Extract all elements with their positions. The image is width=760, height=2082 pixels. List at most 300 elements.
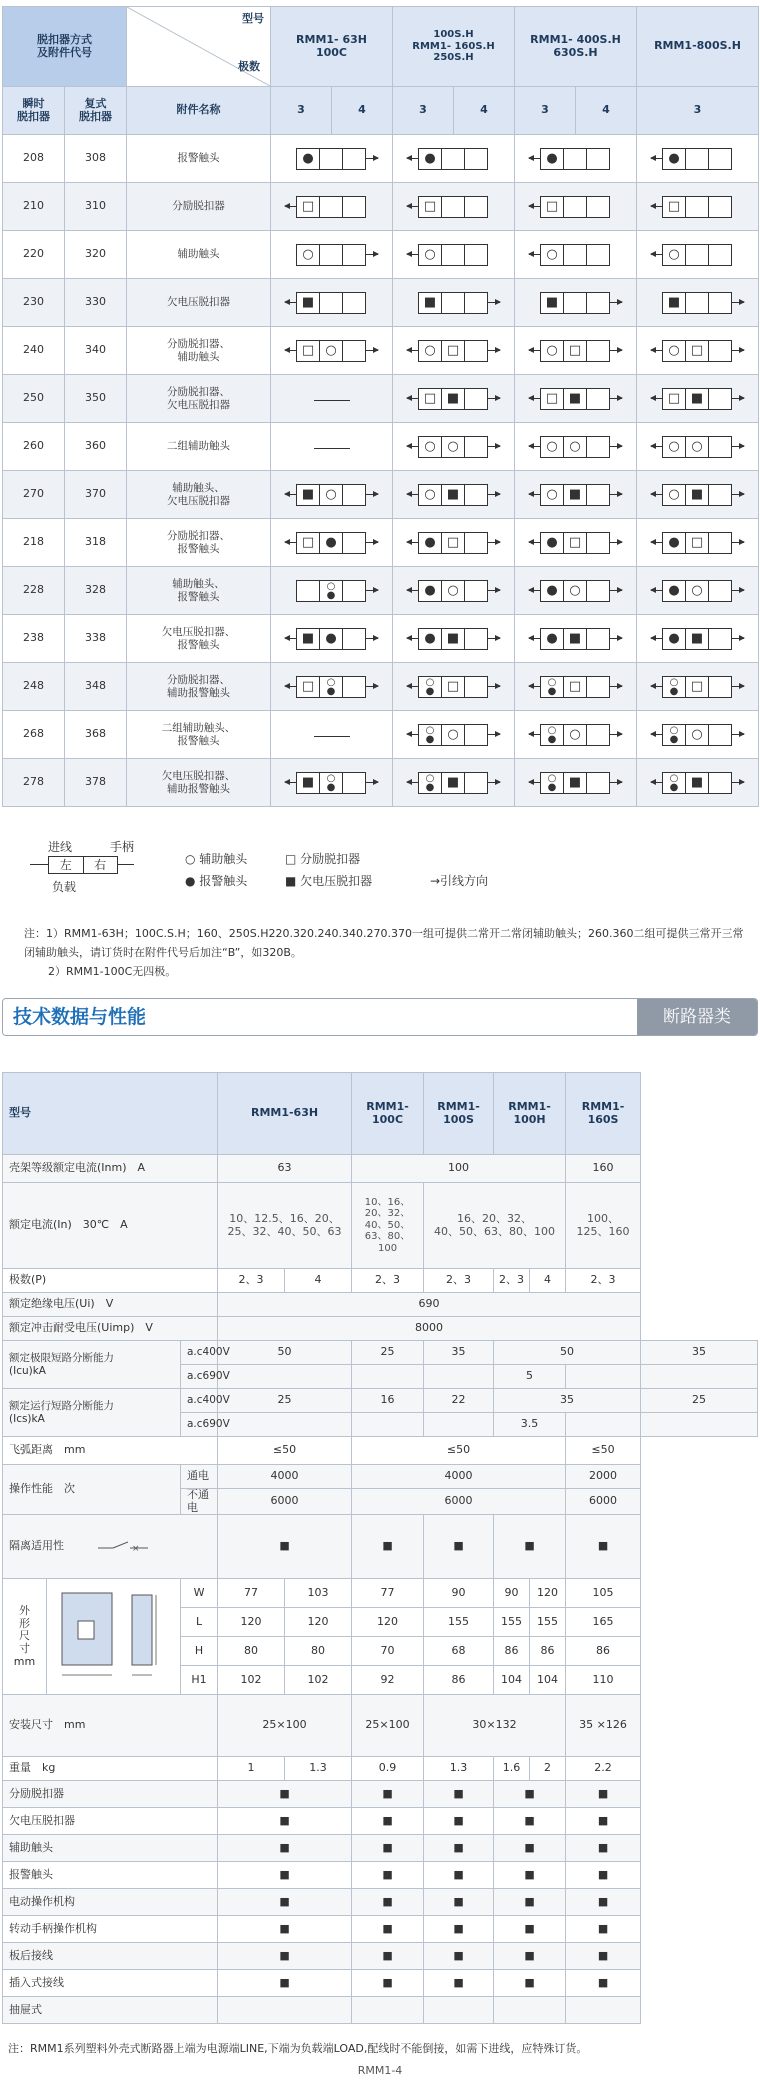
accessory-symbol xyxy=(529,340,622,362)
slot xyxy=(708,724,732,746)
accessory-symbol xyxy=(285,196,378,218)
symbol-cell xyxy=(393,327,515,375)
slot xyxy=(540,148,564,170)
availability-mark: ■ xyxy=(566,1781,641,1808)
accessory-symbol-icon: ■ xyxy=(446,391,460,406)
slot xyxy=(319,484,343,506)
availability-mark: ■ xyxy=(494,1862,566,1889)
arrow-left-icon xyxy=(529,542,541,543)
accessory-code-table xyxy=(2,6,759,807)
slot xyxy=(296,244,320,266)
dim-value: 104 xyxy=(530,1666,566,1695)
slot xyxy=(685,292,709,314)
availability-mark: ■ xyxy=(566,1808,641,1835)
accessory-symbol-icon: ● xyxy=(424,631,436,646)
arrow-right-icon xyxy=(488,686,500,687)
compound-code: 338 xyxy=(65,615,127,663)
slot xyxy=(418,148,442,170)
availability-mark: ■ xyxy=(424,1862,494,1889)
arrow-left-icon xyxy=(407,350,419,351)
arrow-right-icon xyxy=(366,158,378,159)
arrow-left-icon xyxy=(407,782,419,783)
pole: 3 xyxy=(393,87,454,135)
slot xyxy=(563,244,587,266)
uimp-label: 额定冲击耐受电压(Uimp) V xyxy=(3,1317,218,1341)
accessory-symbol-icon: □ xyxy=(690,679,704,694)
availability-mark: ■ xyxy=(352,1943,424,1970)
slot xyxy=(464,724,488,746)
availability-mark: ■ xyxy=(352,1889,424,1916)
accessory-row xyxy=(3,1862,758,1889)
arrow-right-icon xyxy=(732,446,744,447)
weight-value: 1.3 xyxy=(285,1757,352,1781)
accessory-symbol-icon: ■ xyxy=(301,295,315,310)
dim-value: 104 xyxy=(494,1666,530,1695)
slot xyxy=(540,244,564,266)
accessory-symbol-icon: ○ xyxy=(424,343,436,358)
ac400-label: a.c400V xyxy=(181,1341,218,1365)
slot xyxy=(563,196,587,218)
slot xyxy=(418,772,442,794)
arrow-left-icon xyxy=(529,206,541,207)
slot xyxy=(708,436,732,458)
slot xyxy=(685,724,709,746)
availability-mark xyxy=(352,1997,424,2024)
header-diagonal-cell xyxy=(127,7,271,87)
arrow-left-icon xyxy=(285,782,297,783)
symbol-cell xyxy=(515,423,637,471)
symbol-cell xyxy=(271,663,393,711)
accessory-symbol-icon: ○ xyxy=(668,247,680,262)
slot xyxy=(540,196,564,218)
availability-mark xyxy=(494,1997,566,2024)
isolation-switch-icon xyxy=(98,1540,148,1552)
iso-cell xyxy=(3,1515,218,1579)
accessory-symbol-icon: ○ xyxy=(691,727,703,742)
slot xyxy=(464,148,488,170)
compound-code: 328 xyxy=(65,567,127,615)
availability-mark: ■ xyxy=(218,1943,352,1970)
availability-mark: ■ xyxy=(352,1916,424,1943)
header-model-label: 型号 xyxy=(242,12,264,25)
iso-mark: ■ xyxy=(566,1515,641,1579)
compound-code: 318 xyxy=(65,519,127,567)
accessory-name: 分励脱扣器、 辅助报警触头 xyxy=(127,663,271,711)
arrow-left-icon xyxy=(285,686,297,687)
weight-value: 0.9 xyxy=(352,1757,424,1781)
slot xyxy=(319,148,343,170)
instant-code: 220 xyxy=(3,231,65,279)
accessory-symbol xyxy=(285,148,378,170)
accessory-symbol-icon: □ xyxy=(301,679,315,694)
tech-model: RMM1- 100S xyxy=(424,1073,494,1155)
rated-value: 10、12.5、16、20、 25、32、40、50、63 xyxy=(218,1183,352,1269)
symbol-cell xyxy=(515,663,637,711)
slot xyxy=(319,532,343,554)
slot xyxy=(708,532,732,554)
slot xyxy=(319,292,343,314)
accessory-symbol xyxy=(407,676,500,698)
slot xyxy=(563,292,587,314)
icu-label: 额定极限短路分断能力 (Icu)kA xyxy=(3,1341,181,1389)
accessory-symbol-icon: ● xyxy=(546,583,558,598)
availability-mark: ■ xyxy=(494,1781,566,1808)
arrow-left-icon xyxy=(651,350,663,351)
accessory-symbol xyxy=(285,244,378,266)
table-row xyxy=(3,519,759,567)
accessory-symbol xyxy=(407,772,500,794)
arrow-left-icon xyxy=(651,542,663,543)
icu-value: 50 xyxy=(218,1341,352,1365)
op-on-value: 4000 xyxy=(352,1465,566,1489)
dim-drawing xyxy=(47,1579,181,1695)
symbol-cell xyxy=(271,231,393,279)
symbol-cell xyxy=(637,711,759,759)
symbol-cell xyxy=(637,519,759,567)
instant-code: 268 xyxy=(3,711,65,759)
accessory-name: 辅助触头、 欠电压脱扣器 xyxy=(127,471,271,519)
accessory-symbol-icon: ● xyxy=(325,631,337,646)
symbol-cell xyxy=(393,423,515,471)
arrow-right-icon xyxy=(610,638,622,639)
accessory-symbol xyxy=(407,388,500,410)
iso-label: 隔离适用性 xyxy=(9,1539,64,1553)
legend-left: 左 xyxy=(49,857,84,873)
compound-code: 308 xyxy=(65,135,127,183)
slot xyxy=(464,676,488,698)
dim-value: 90 xyxy=(494,1579,530,1608)
availability-mark: ■ xyxy=(424,1781,494,1808)
slot xyxy=(540,724,564,746)
slot xyxy=(708,772,732,794)
weight-value: 2.2 xyxy=(566,1757,641,1781)
symbol-cell xyxy=(271,567,393,615)
wiring-diagram xyxy=(30,838,150,898)
legend-load: 负载 xyxy=(52,880,77,894)
accessory-symbol-icon: ○ xyxy=(424,247,436,262)
slot xyxy=(662,148,686,170)
legend-aux: ○ 辅助触头 xyxy=(185,852,248,866)
dim-value: 155 xyxy=(494,1608,530,1637)
arrow-right-icon xyxy=(488,350,500,351)
instant-code: 240 xyxy=(3,327,65,375)
arrow-left-icon xyxy=(529,398,541,399)
ac690-label: a.c690V xyxy=(181,1413,218,1437)
tech-model: RMM1-63H xyxy=(218,1073,352,1155)
arrow-right-icon xyxy=(488,542,500,543)
slot xyxy=(464,484,488,506)
dim-value: 155 xyxy=(424,1608,494,1637)
accessory-row xyxy=(3,1781,758,1808)
accessory-symbol-icon: □ xyxy=(446,343,460,358)
legend-inlet: 进线 xyxy=(48,840,73,854)
ics-value: 16 xyxy=(352,1389,424,1413)
arrow-left-icon xyxy=(407,590,419,591)
accessory-symbol-icon: ○● xyxy=(326,676,336,697)
arrow-right-icon xyxy=(366,494,378,495)
accessory-symbol xyxy=(529,148,622,170)
dim-key: W xyxy=(181,1579,218,1608)
arrow-right-icon xyxy=(610,446,622,447)
weight-value: 1 xyxy=(218,1757,285,1781)
slot xyxy=(296,532,320,554)
accessory-name: 欠电压脱扣器 xyxy=(127,279,271,327)
availability-mark: ■ xyxy=(218,1916,352,1943)
model-100s: 100S.H RMM1- 160S.H 250S.H xyxy=(393,7,515,87)
accessory-symbol-icon: ○● xyxy=(547,724,557,745)
dim-value: 86 xyxy=(530,1637,566,1666)
model-800s: RMM1-800S.H xyxy=(637,7,759,87)
accessory-symbol-icon: ○ xyxy=(325,343,337,358)
legend-handle: 手柄 xyxy=(110,840,135,854)
slot xyxy=(586,196,610,218)
symbol-cell xyxy=(637,615,759,663)
arc-value: ≤50 xyxy=(218,1437,352,1465)
availability-mark: ■ xyxy=(352,1835,424,1862)
arrow-right-icon xyxy=(732,686,744,687)
none-dash xyxy=(314,400,350,401)
accessory-symbol-icon: ■ xyxy=(690,631,704,646)
slot xyxy=(540,676,564,698)
arrow-right-icon xyxy=(732,542,744,543)
slot xyxy=(563,628,587,650)
frame-value: 160 xyxy=(566,1155,641,1183)
symbol-cell xyxy=(637,375,759,423)
slot xyxy=(418,484,442,506)
ac690-label: a.c690V xyxy=(181,1365,218,1389)
header-compound: 复式 脱扣器 xyxy=(65,87,127,135)
accessory-symbol xyxy=(407,148,500,170)
slot xyxy=(441,676,465,698)
accessory-symbol xyxy=(407,580,500,602)
dim-key: H1 xyxy=(181,1666,218,1695)
accessory-symbol-icon: ■ xyxy=(301,775,315,790)
instant-code: 270 xyxy=(3,471,65,519)
accessory-symbol-icon: ○● xyxy=(547,676,557,697)
weight-label: 重量 kg xyxy=(3,1757,218,1781)
ics-value: 25 xyxy=(218,1389,352,1413)
slot xyxy=(685,676,709,698)
slot xyxy=(342,676,366,698)
instant-code: 230 xyxy=(3,279,65,327)
legend-shunt: □ 分励脱扣器 xyxy=(285,852,361,866)
availability-mark: ■ xyxy=(218,1970,352,1997)
arrow-right-icon xyxy=(488,398,500,399)
section-header xyxy=(2,998,758,1036)
slot xyxy=(464,340,488,362)
accessory-symbol-icon: ■ xyxy=(446,775,460,790)
accessory-row xyxy=(3,1970,758,1997)
symbol-cell xyxy=(393,183,515,231)
accessory-row-label: 板后接线 xyxy=(3,1943,218,1970)
table-row xyxy=(3,711,759,759)
rated-value: 10、16、 20、32、 40、50、 63、80、 100 xyxy=(352,1183,424,1269)
slot xyxy=(540,484,564,506)
tech-model: RMM1- 100C xyxy=(352,1073,424,1155)
weight-value: 1.6 xyxy=(494,1757,530,1781)
slot xyxy=(342,292,366,314)
accessory-symbol-icon: ○ xyxy=(569,727,581,742)
poles-value: 2、3 xyxy=(494,1269,530,1293)
table-row xyxy=(3,567,759,615)
arrow-right-icon xyxy=(488,734,500,735)
arrow-right-icon xyxy=(732,350,744,351)
arrow-left-icon xyxy=(651,398,663,399)
availability-mark: ■ xyxy=(424,1916,494,1943)
arc-value: ≤50 xyxy=(566,1437,641,1465)
accessory-symbol xyxy=(529,580,622,602)
mount-value: 35 ×126 xyxy=(566,1695,641,1757)
dim-value: 120 xyxy=(285,1608,352,1637)
slot xyxy=(563,340,587,362)
arrow-left-icon xyxy=(407,542,419,543)
accessory-symbol xyxy=(407,196,500,218)
pole: 4 xyxy=(454,87,515,135)
arrow-left-icon xyxy=(285,206,297,207)
page-number: RMM1-4 xyxy=(357,2064,403,2077)
arrow-left-icon xyxy=(651,590,663,591)
arrow-left-icon xyxy=(529,686,541,687)
dim-value: 68 xyxy=(424,1637,494,1666)
op-label: 操作性能 次 xyxy=(3,1465,181,1515)
availability-mark: ■ xyxy=(494,1916,566,1943)
arrow-right-icon xyxy=(366,686,378,687)
availability-mark: ■ xyxy=(218,1781,352,1808)
slot xyxy=(441,532,465,554)
dim-value: 120 xyxy=(352,1608,424,1637)
slot xyxy=(563,484,587,506)
symbol-cell xyxy=(515,615,637,663)
slot xyxy=(662,772,686,794)
accessory-symbol xyxy=(285,676,378,698)
slot xyxy=(418,676,442,698)
legend-right: 右 xyxy=(94,858,107,872)
symbol-cell xyxy=(393,375,515,423)
uimp-value: 8000 xyxy=(218,1317,641,1341)
accessory-symbol-icon: ○● xyxy=(425,724,435,745)
slot xyxy=(685,388,709,410)
slot xyxy=(685,628,709,650)
availability-mark: ■ xyxy=(218,1889,352,1916)
availability-mark: ■ xyxy=(424,1889,494,1916)
accessory-symbol-icon: ○ xyxy=(569,583,581,598)
arrow-right-icon xyxy=(610,782,622,783)
accessory-name: 欠电压脱扣器、 辅助报警触头 xyxy=(127,759,271,807)
accessory-symbol-icon: ○ xyxy=(447,727,459,742)
arrow-right-icon xyxy=(366,254,378,255)
slot xyxy=(586,484,610,506)
table-row xyxy=(3,471,759,519)
accessory-symbol-icon: ○ xyxy=(668,487,680,502)
accessory-row-label: 抽屉式 xyxy=(3,1997,218,2024)
slot xyxy=(441,388,465,410)
accessory-name: 二组辅助触头 xyxy=(127,423,271,471)
slot xyxy=(464,436,488,458)
availability-mark: ■ xyxy=(494,1808,566,1835)
accessory-symbol-icon: ○● xyxy=(326,580,336,601)
accessory-symbol-icon: ○● xyxy=(669,724,679,745)
poles-value: 2、3 xyxy=(352,1269,424,1293)
compound-code: 340 xyxy=(65,327,127,375)
arrow-left-icon xyxy=(407,206,419,207)
availability-mark: ■ xyxy=(352,1808,424,1835)
weight-value: 1.3 xyxy=(424,1757,494,1781)
accessory-symbol-icon: ● xyxy=(325,535,337,550)
section-title: 技术数据与性能 xyxy=(3,999,637,1035)
accessory-symbol xyxy=(285,772,378,794)
arrow-right-icon xyxy=(732,782,744,783)
arrow-right-icon xyxy=(610,350,622,351)
model-63h: RMM1- 63H 100C xyxy=(271,7,393,87)
slot xyxy=(441,196,465,218)
accessory-name: 分励脱扣器、 辅助触头 xyxy=(127,327,271,375)
accessory-symbol xyxy=(651,772,744,794)
symbol-cell xyxy=(393,231,515,279)
slot xyxy=(586,580,610,602)
slot xyxy=(586,436,610,458)
symbol-cell xyxy=(271,471,393,519)
arrow-right-icon xyxy=(366,350,378,351)
dim-value: 80 xyxy=(285,1637,352,1666)
instant-code: 248 xyxy=(3,663,65,711)
slot xyxy=(708,148,732,170)
arrow-left-icon xyxy=(529,350,541,351)
slot xyxy=(441,292,465,314)
symbol-cell xyxy=(271,519,393,567)
accessory-symbol xyxy=(651,292,744,314)
arrow-right-icon xyxy=(732,494,744,495)
accessory-symbol xyxy=(651,148,744,170)
arrow-left-icon xyxy=(529,254,541,255)
slot xyxy=(586,148,610,170)
dim-value: 102 xyxy=(285,1666,352,1695)
ac400-label: a.c400V xyxy=(181,1389,218,1413)
slot xyxy=(342,532,366,554)
accessory-symbol xyxy=(529,772,622,794)
accessory-symbol-icon: □ xyxy=(690,343,704,358)
symbol-cell xyxy=(515,519,637,567)
slot xyxy=(342,580,366,602)
symbol-cell xyxy=(637,759,759,807)
arrow-right-icon xyxy=(610,590,622,591)
poles-value: 4 xyxy=(530,1269,566,1293)
accessory-row-label: 电动操作机构 xyxy=(3,1889,218,1916)
compound-code: 320 xyxy=(65,231,127,279)
dim-value: 80 xyxy=(218,1637,285,1666)
availability-mark: ■ xyxy=(352,1970,424,1997)
table-row xyxy=(3,231,759,279)
accessory-symbol-icon: ■ xyxy=(301,631,315,646)
symbol-cell xyxy=(515,471,637,519)
svg-text:×: × xyxy=(131,1544,140,1553)
ics-label: 额定运行短路分断能力 (Ics)kA xyxy=(3,1389,181,1437)
slot xyxy=(586,772,610,794)
slot xyxy=(708,196,732,218)
accessory-name: 二组辅助触头、 报警触头 xyxy=(127,711,271,759)
arrow-right-icon xyxy=(488,302,500,303)
slot xyxy=(662,628,686,650)
symbol-cell xyxy=(393,519,515,567)
slot xyxy=(662,676,686,698)
slot xyxy=(296,772,320,794)
op-on-label: 通电 xyxy=(181,1465,218,1489)
arrow-right-icon xyxy=(366,638,378,639)
accessory-symbol xyxy=(651,244,744,266)
arrow-left-icon xyxy=(285,542,297,543)
accessory-symbol-icon: ● xyxy=(302,151,314,166)
arrow-left-icon xyxy=(529,590,541,591)
slot xyxy=(296,340,320,362)
